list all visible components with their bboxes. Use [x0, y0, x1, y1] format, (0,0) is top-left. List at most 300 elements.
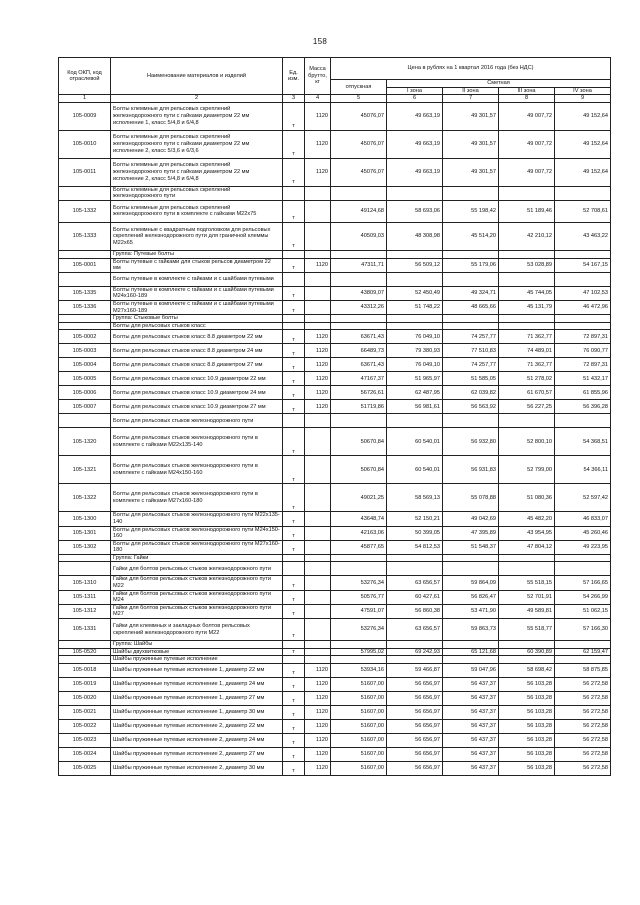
- price-zone-1: 56 656,97: [387, 719, 443, 733]
- item-name: Шайбы пружинные путевые исполнение 1, диаметр 22 мм: [111, 663, 283, 677]
- price-zone-4: 45 260,46: [555, 526, 611, 540]
- price-zone-1: 69 242,93: [387, 648, 443, 656]
- item-name: Гайки для болтов рельсовых стыков железнодорожного пути М27: [111, 604, 283, 618]
- item-code: 105-0018: [59, 663, 111, 677]
- item-mass: 1120: [305, 130, 331, 158]
- table-row: [59, 386, 611, 400]
- item-code: 105-1335: [59, 286, 111, 300]
- price-zone-2: 56 437,37: [443, 677, 499, 691]
- price-otpusknaya: 51607,00: [331, 761, 387, 775]
- price-zone-3: 45 482,20: [499, 512, 555, 526]
- price-zone-4: 62 159,47: [555, 648, 611, 656]
- group-title: Болты путевые в комплекте с гайками и с шайбами путевыми: [111, 272, 283, 286]
- price-otpusknaya: 49124,68: [331, 200, 387, 222]
- column-number: 4: [305, 95, 331, 103]
- empty-cell: [305, 554, 331, 562]
- item-unit: т: [283, 428, 305, 456]
- item-mass: 1120: [305, 677, 331, 691]
- price-zone-2: 49 324,71: [443, 286, 499, 300]
- item-name: Болты для рельсовых стыков железнодорожного пути в комплекте с гайками М27х160-180: [111, 484, 283, 512]
- empty-cell: [387, 250, 443, 258]
- price-zone-3: 49 007,72: [499, 102, 555, 130]
- item-code: 105-1322: [59, 484, 111, 512]
- table-row: [59, 761, 611, 775]
- empty-cell: [387, 554, 443, 562]
- item-unit: т: [283, 648, 305, 656]
- empty-cell: [59, 250, 111, 258]
- price-zone-4: 56 272,58: [555, 747, 611, 761]
- price-zone-1: 49 663,19: [387, 102, 443, 130]
- item-unit: т: [283, 761, 305, 775]
- empty-cell: [283, 414, 305, 428]
- empty-cell: [305, 322, 331, 330]
- table-row: [59, 286, 611, 300]
- item-code: 105-1332: [59, 200, 111, 222]
- price-zone-1: 52 450,49: [387, 286, 443, 300]
- item-unit: т: [283, 372, 305, 386]
- table-row: [59, 619, 611, 641]
- item-name: Болты путевые в комплекте с гайками и с шайбами путевыми М27х160-189: [111, 300, 283, 314]
- header-mass: Масса брутто, кг: [305, 58, 331, 95]
- item-unit: т: [283, 663, 305, 677]
- price-otpusknaya: 47591,07: [331, 604, 387, 618]
- empty-cell: [499, 272, 555, 286]
- item-unit: т: [283, 526, 305, 540]
- item-mass: 1120: [305, 330, 331, 344]
- item-mass: [305, 619, 331, 641]
- price-zone-3: 43 954,95: [499, 526, 555, 540]
- empty-cell: [305, 414, 331, 428]
- table-row: [59, 677, 611, 691]
- item-unit: т: [283, 733, 305, 747]
- price-zone-2: 55 078,88: [443, 484, 499, 512]
- header-zone-3: III зона: [499, 87, 555, 95]
- price-zone-4: 54 167,15: [555, 258, 611, 272]
- item-code: 105-0001: [59, 258, 111, 272]
- header-price-title: Цена в рублях на 1 квартал 2016 года (без НДС): [331, 58, 611, 80]
- empty-cell: [555, 656, 611, 664]
- empty-cell: [283, 272, 305, 286]
- price-zone-4: 56 272,58: [555, 761, 611, 775]
- column-number: 3: [283, 95, 305, 103]
- item-unit: т: [283, 456, 305, 484]
- empty-cell: [443, 186, 499, 200]
- price-zone-3: 56 103,28: [499, 747, 555, 761]
- price-zone-4: 47 102,53: [555, 286, 611, 300]
- item-code: 105-0002: [59, 330, 111, 344]
- price-zone-2: 56 437,37: [443, 705, 499, 719]
- group-title: Группа: Гайки: [111, 554, 283, 562]
- price-zone-1: 56 509,12: [387, 258, 443, 272]
- table-row: [59, 590, 611, 604]
- item-code: 105-0009: [59, 102, 111, 130]
- table-row: [59, 576, 611, 590]
- empty-cell: [331, 656, 387, 664]
- price-zone-1: 60 427,61: [387, 590, 443, 604]
- price-zone-3: 49 589,81: [499, 604, 555, 618]
- price-zone-1: 56 656,97: [387, 691, 443, 705]
- item-unit: т: [283, 677, 305, 691]
- price-zone-1: 58 693,06: [387, 200, 443, 222]
- empty-cell: [305, 315, 331, 323]
- price-zone-3: 56 103,28: [499, 677, 555, 691]
- empty-cell: [331, 186, 387, 200]
- item-code: 105-1333: [59, 222, 111, 250]
- empty-cell: [443, 554, 499, 562]
- price-zone-1: 63 656,57: [387, 576, 443, 590]
- empty-cell: [555, 641, 611, 649]
- price-zone-4: 49 152,64: [555, 158, 611, 186]
- price-zone-3: 42 210,12: [499, 222, 555, 250]
- empty-cell: [59, 322, 111, 330]
- price-otpusknaya: 43312,26: [331, 300, 387, 314]
- price-otpusknaya: 50576,77: [331, 590, 387, 604]
- table-row: [59, 512, 611, 526]
- item-code: 105-0021: [59, 705, 111, 719]
- empty-cell: [331, 315, 387, 323]
- table-row: [59, 648, 611, 656]
- item-unit: т: [283, 512, 305, 526]
- price-zone-1: 56 656,97: [387, 677, 443, 691]
- group-row: [59, 641, 611, 649]
- item-mass: [305, 648, 331, 656]
- item-code: 105-1321: [59, 456, 111, 484]
- empty-cell: [443, 322, 499, 330]
- item-code: 105-1311: [59, 590, 111, 604]
- price-zone-1: 56 981,61: [387, 400, 443, 414]
- empty-cell: [443, 414, 499, 428]
- header-unit: Ед. изм.: [283, 58, 305, 95]
- empty-cell: [387, 315, 443, 323]
- price-zone-4: 72 897,31: [555, 358, 611, 372]
- item-name: Шайбы пружинные путевые исполнение 2, диаметр 27 мм: [111, 747, 283, 761]
- empty-cell: [331, 414, 387, 428]
- table-row: [59, 400, 611, 414]
- item-mass: [305, 456, 331, 484]
- item-name: Болты путевые в комплекте с гайками и с шайбами путевыми М24х160-189: [111, 286, 283, 300]
- item-name: Шайбы двухвитковые: [111, 648, 283, 656]
- price-zone-4: 72 897,31: [555, 330, 611, 344]
- column-number: 8: [499, 95, 555, 103]
- price-zone-3: 60 390,89: [499, 648, 555, 656]
- item-name: Болты для рельсовых стыков железнодорожного пути М27х160-180: [111, 540, 283, 554]
- item-mass: 1120: [305, 705, 331, 719]
- group-row: [59, 315, 611, 323]
- price-zone-3: 74 489,01: [499, 344, 555, 358]
- item-unit: т: [283, 286, 305, 300]
- item-mass: 1120: [305, 344, 331, 358]
- price-otpusknaya: 53934,16: [331, 663, 387, 677]
- price-zone-1: 56 656,97: [387, 761, 443, 775]
- item-mass: [305, 300, 331, 314]
- group-row: [59, 272, 611, 286]
- column-number: 9: [555, 95, 611, 103]
- item-unit: т: [283, 619, 305, 641]
- item-name: Болты для рельсовых стыков железнодорожного пути М22х135-140: [111, 512, 283, 526]
- item-mass: 1120: [305, 400, 331, 414]
- price-otpusknaya: 42163,06: [331, 526, 387, 540]
- empty-cell: [387, 562, 443, 576]
- empty-cell: [443, 562, 499, 576]
- price-zone-4: 56 272,58: [555, 719, 611, 733]
- item-code: 105-1312: [59, 604, 111, 618]
- item-unit: т: [283, 222, 305, 250]
- item-name: Болты для рельсовых стыков класс 10.9 диаметром 24 мм: [111, 386, 283, 400]
- table-row: [59, 258, 611, 272]
- price-zone-4: 57 166,30: [555, 619, 611, 641]
- column-number: 1: [59, 95, 111, 103]
- price-zone-4: 51 062,15: [555, 604, 611, 618]
- price-otpusknaya: 49021,25: [331, 484, 387, 512]
- item-mass: 1120: [305, 691, 331, 705]
- table-row: [59, 300, 611, 314]
- item-unit: т: [283, 358, 305, 372]
- empty-cell: [331, 250, 387, 258]
- price-otpusknaya: 40509,03: [331, 222, 387, 250]
- header-zone-1: I зона: [387, 87, 443, 95]
- price-otpusknaya: 66489,73: [331, 344, 387, 358]
- empty-cell: [59, 562, 111, 576]
- item-unit: т: [283, 590, 305, 604]
- price-zone-2: 59 863,73: [443, 619, 499, 641]
- item-unit: т: [283, 330, 305, 344]
- price-zone-3: 55 518,15: [499, 576, 555, 590]
- empty-cell: [331, 322, 387, 330]
- price-zone-3: 51 278,02: [499, 372, 555, 386]
- item-unit: т: [283, 705, 305, 719]
- item-code: 105-0003: [59, 344, 111, 358]
- price-zone-1: 58 569,13: [387, 484, 443, 512]
- price-zone-4: 61 855,96: [555, 386, 611, 400]
- item-mass: 1120: [305, 663, 331, 677]
- price-zone-3: 56 227,25: [499, 400, 555, 414]
- price-zone-2: 47 395,89: [443, 526, 499, 540]
- table-row: [59, 604, 611, 618]
- item-name: Гайки для болтов рельсовых стыков железнодорожного пути М22: [111, 576, 283, 590]
- price-zone-4: 54 366,11: [555, 456, 611, 484]
- table-row: [59, 691, 611, 705]
- price-zone-1: 50 399,05: [387, 526, 443, 540]
- empty-cell: [555, 250, 611, 258]
- price-zone-1: 60 540,01: [387, 428, 443, 456]
- table-row: [59, 130, 611, 158]
- empty-cell: [387, 656, 443, 664]
- price-zone-2: 49 042,69: [443, 512, 499, 526]
- empty-cell: [499, 322, 555, 330]
- empty-cell: [555, 554, 611, 562]
- item-mass: 1120: [305, 258, 331, 272]
- price-zone-2: 59 864,09: [443, 576, 499, 590]
- item-name: Болты клеммные для рельсовых скреплений железнодорожного пути с гайками диаметром 22 мм исполнение 2, класс 5/3,6 и 6/3,6: [111, 130, 283, 158]
- price-zone-4: 43 463,22: [555, 222, 611, 250]
- item-mass: 1120: [305, 102, 331, 130]
- item-unit: т: [283, 400, 305, 414]
- group-title: Группа: Путевые болты: [111, 250, 283, 258]
- price-otpusknaya: 63671,43: [331, 330, 387, 344]
- price-zone-3: 56 103,28: [499, 719, 555, 733]
- item-name: Шайбы пружинные путевые исполнение 2, диаметр 24 мм: [111, 733, 283, 747]
- price-otpusknaya: 45877,65: [331, 540, 387, 554]
- item-code: 105-0024: [59, 747, 111, 761]
- item-name: Шайбы пружинные путевые исполнение 2, диаметр 30 мм: [111, 761, 283, 775]
- price-zone-1: 51 748,22: [387, 300, 443, 314]
- empty-cell: [305, 562, 331, 576]
- price-zone-3: 71 362,77: [499, 358, 555, 372]
- item-name: Болты путевые с гайками для стыков рельсов диаметром 22 мм: [111, 258, 283, 272]
- price-zone-4: 54 266,99: [555, 590, 611, 604]
- price-zone-2: 74 257,77: [443, 358, 499, 372]
- item-unit: т: [283, 200, 305, 222]
- empty-cell: [331, 641, 387, 649]
- price-otpusknaya: 50670,84: [331, 456, 387, 484]
- item-unit: т: [283, 691, 305, 705]
- price-zone-3: 45 131,79: [499, 300, 555, 314]
- item-name: Болты для рельсовых стыков класс 8.8 диаметром 22 мм: [111, 330, 283, 344]
- item-name: Болты для рельсовых стыков класс 8.8 диаметром 27 мм: [111, 358, 283, 372]
- price-zone-2: 51 548,37: [443, 540, 499, 554]
- item-code: 105-1331: [59, 619, 111, 641]
- empty-cell: [331, 554, 387, 562]
- item-mass: [305, 286, 331, 300]
- group-row: [59, 186, 611, 200]
- item-mass: [305, 512, 331, 526]
- price-zone-2: 49 301,57: [443, 130, 499, 158]
- price-zone-2: 56 931,83: [443, 456, 499, 484]
- item-unit: т: [283, 576, 305, 590]
- price-zone-3: 61 670,57: [499, 386, 555, 400]
- empty-cell: [283, 641, 305, 649]
- price-zone-2: 59 047,96: [443, 663, 499, 677]
- empty-cell: [499, 186, 555, 200]
- price-otpusknaya: 45076,07: [331, 102, 387, 130]
- price-zone-2: 55 179,06: [443, 258, 499, 272]
- price-zone-2: 45 514,20: [443, 222, 499, 250]
- price-zone-4: 56 272,58: [555, 705, 611, 719]
- item-unit: т: [283, 747, 305, 761]
- item-mass: 1120: [305, 747, 331, 761]
- price-zone-1: 56 656,97: [387, 733, 443, 747]
- item-code: 105-0010: [59, 130, 111, 158]
- price-zone-4: 49 223,95: [555, 540, 611, 554]
- price-zone-2: 56 437,37: [443, 719, 499, 733]
- table-row: [59, 222, 611, 250]
- table-row: [59, 344, 611, 358]
- price-zone-2: 56 437,37: [443, 747, 499, 761]
- empty-cell: [555, 322, 611, 330]
- price-zone-3: 53 028,89: [499, 258, 555, 272]
- price-otpusknaya: 53276,34: [331, 576, 387, 590]
- item-code: 105-0005: [59, 372, 111, 386]
- price-otpusknaya: 45076,07: [331, 158, 387, 186]
- table-row: [59, 158, 611, 186]
- price-otpusknaya: 53276,34: [331, 619, 387, 641]
- price-zone-4: 52 708,61: [555, 200, 611, 222]
- page-number: 158: [312, 37, 328, 46]
- empty-cell: [331, 272, 387, 286]
- price-zone-2: 56 437,37: [443, 691, 499, 705]
- item-mass: [305, 540, 331, 554]
- table-row: [59, 200, 611, 222]
- price-zone-1: 76 049,10: [387, 330, 443, 344]
- empty-cell: [499, 250, 555, 258]
- empty-cell: [283, 656, 305, 664]
- price-zone-1: 79 380,93: [387, 344, 443, 358]
- empty-cell: [283, 322, 305, 330]
- price-otpusknaya: 50670,84: [331, 428, 387, 456]
- empty-cell: [283, 562, 305, 576]
- price-otpusknaya: 51719,86: [331, 400, 387, 414]
- column-number: 5: [331, 95, 387, 103]
- empty-cell: [305, 656, 331, 664]
- price-otpusknaya: 45076,07: [331, 130, 387, 158]
- empty-cell: [555, 272, 611, 286]
- price-zone-3: 56 103,28: [499, 761, 555, 775]
- empty-cell: [443, 250, 499, 258]
- item-code: 105-0007: [59, 400, 111, 414]
- item-unit: т: [283, 344, 305, 358]
- empty-cell: [59, 641, 111, 649]
- price-zone-1: 49 663,19: [387, 130, 443, 158]
- price-zone-3: 52 799,00: [499, 456, 555, 484]
- price-zone-4: 46 833,07: [555, 512, 611, 526]
- item-mass: [305, 222, 331, 250]
- item-code: 105-1301: [59, 526, 111, 540]
- group-row: [59, 656, 611, 664]
- table-row: [59, 733, 611, 747]
- price-zone-2: 56 563,92: [443, 400, 499, 414]
- item-mass: [305, 200, 331, 222]
- item-mass: 1120: [305, 733, 331, 747]
- price-otpusknaya: 51607,00: [331, 705, 387, 719]
- item-code: 105-0019: [59, 677, 111, 691]
- item-unit: т: [283, 540, 305, 554]
- empty-cell: [59, 554, 111, 562]
- empty-cell: [387, 272, 443, 286]
- empty-cell: [305, 186, 331, 200]
- item-mass: [305, 484, 331, 512]
- price-zone-4: 56 272,58: [555, 733, 611, 747]
- item-name: Шайбы пружинные путевые исполнение 1, диаметр 27 мм: [111, 691, 283, 705]
- price-zone-4: 52 597,42: [555, 484, 611, 512]
- price-zone-3: 71 362,77: [499, 330, 555, 344]
- price-zone-2: 56 437,37: [443, 761, 499, 775]
- item-name: Болты для рельсовых стыков класс 10.9 диаметром 22 мм: [111, 372, 283, 386]
- item-mass: [305, 604, 331, 618]
- price-zone-4: 56 396,28: [555, 400, 611, 414]
- price-zone-2: 56 932,80: [443, 428, 499, 456]
- price-zone-4: 54 368,51: [555, 428, 611, 456]
- price-zone-4: 58 875,85: [555, 663, 611, 677]
- price-otpusknaya: 63671,43: [331, 358, 387, 372]
- price-zone-1: 59 466,87: [387, 663, 443, 677]
- empty-cell: [555, 186, 611, 200]
- item-name: Болты клеммные для рельсовых скреплений железнодорожного пути с гайками диаметром 22 мм исполнение 2, класс 5/4,8 и 6/4,8: [111, 158, 283, 186]
- group-row: [59, 554, 611, 562]
- item-name: Болты для рельсовых стыков железнодорожного пути в комплекте с гайками М24х150-160: [111, 456, 283, 484]
- item-unit: т: [283, 719, 305, 733]
- item-mass: 1120: [305, 761, 331, 775]
- empty-cell: [305, 272, 331, 286]
- item-code: 105-0011: [59, 158, 111, 186]
- price-zone-1: 60 540,01: [387, 456, 443, 484]
- price-otpusknaya: 57995,02: [331, 648, 387, 656]
- header-name: Наименование материалов и изделий: [111, 58, 283, 95]
- item-code: 105-1320: [59, 428, 111, 456]
- price-zone-3: 52 701,91: [499, 590, 555, 604]
- empty-cell: [555, 414, 611, 428]
- group-title: Болты для рельсовых стыков железнодорожного пути: [111, 414, 283, 428]
- item-mass: 1120: [305, 719, 331, 733]
